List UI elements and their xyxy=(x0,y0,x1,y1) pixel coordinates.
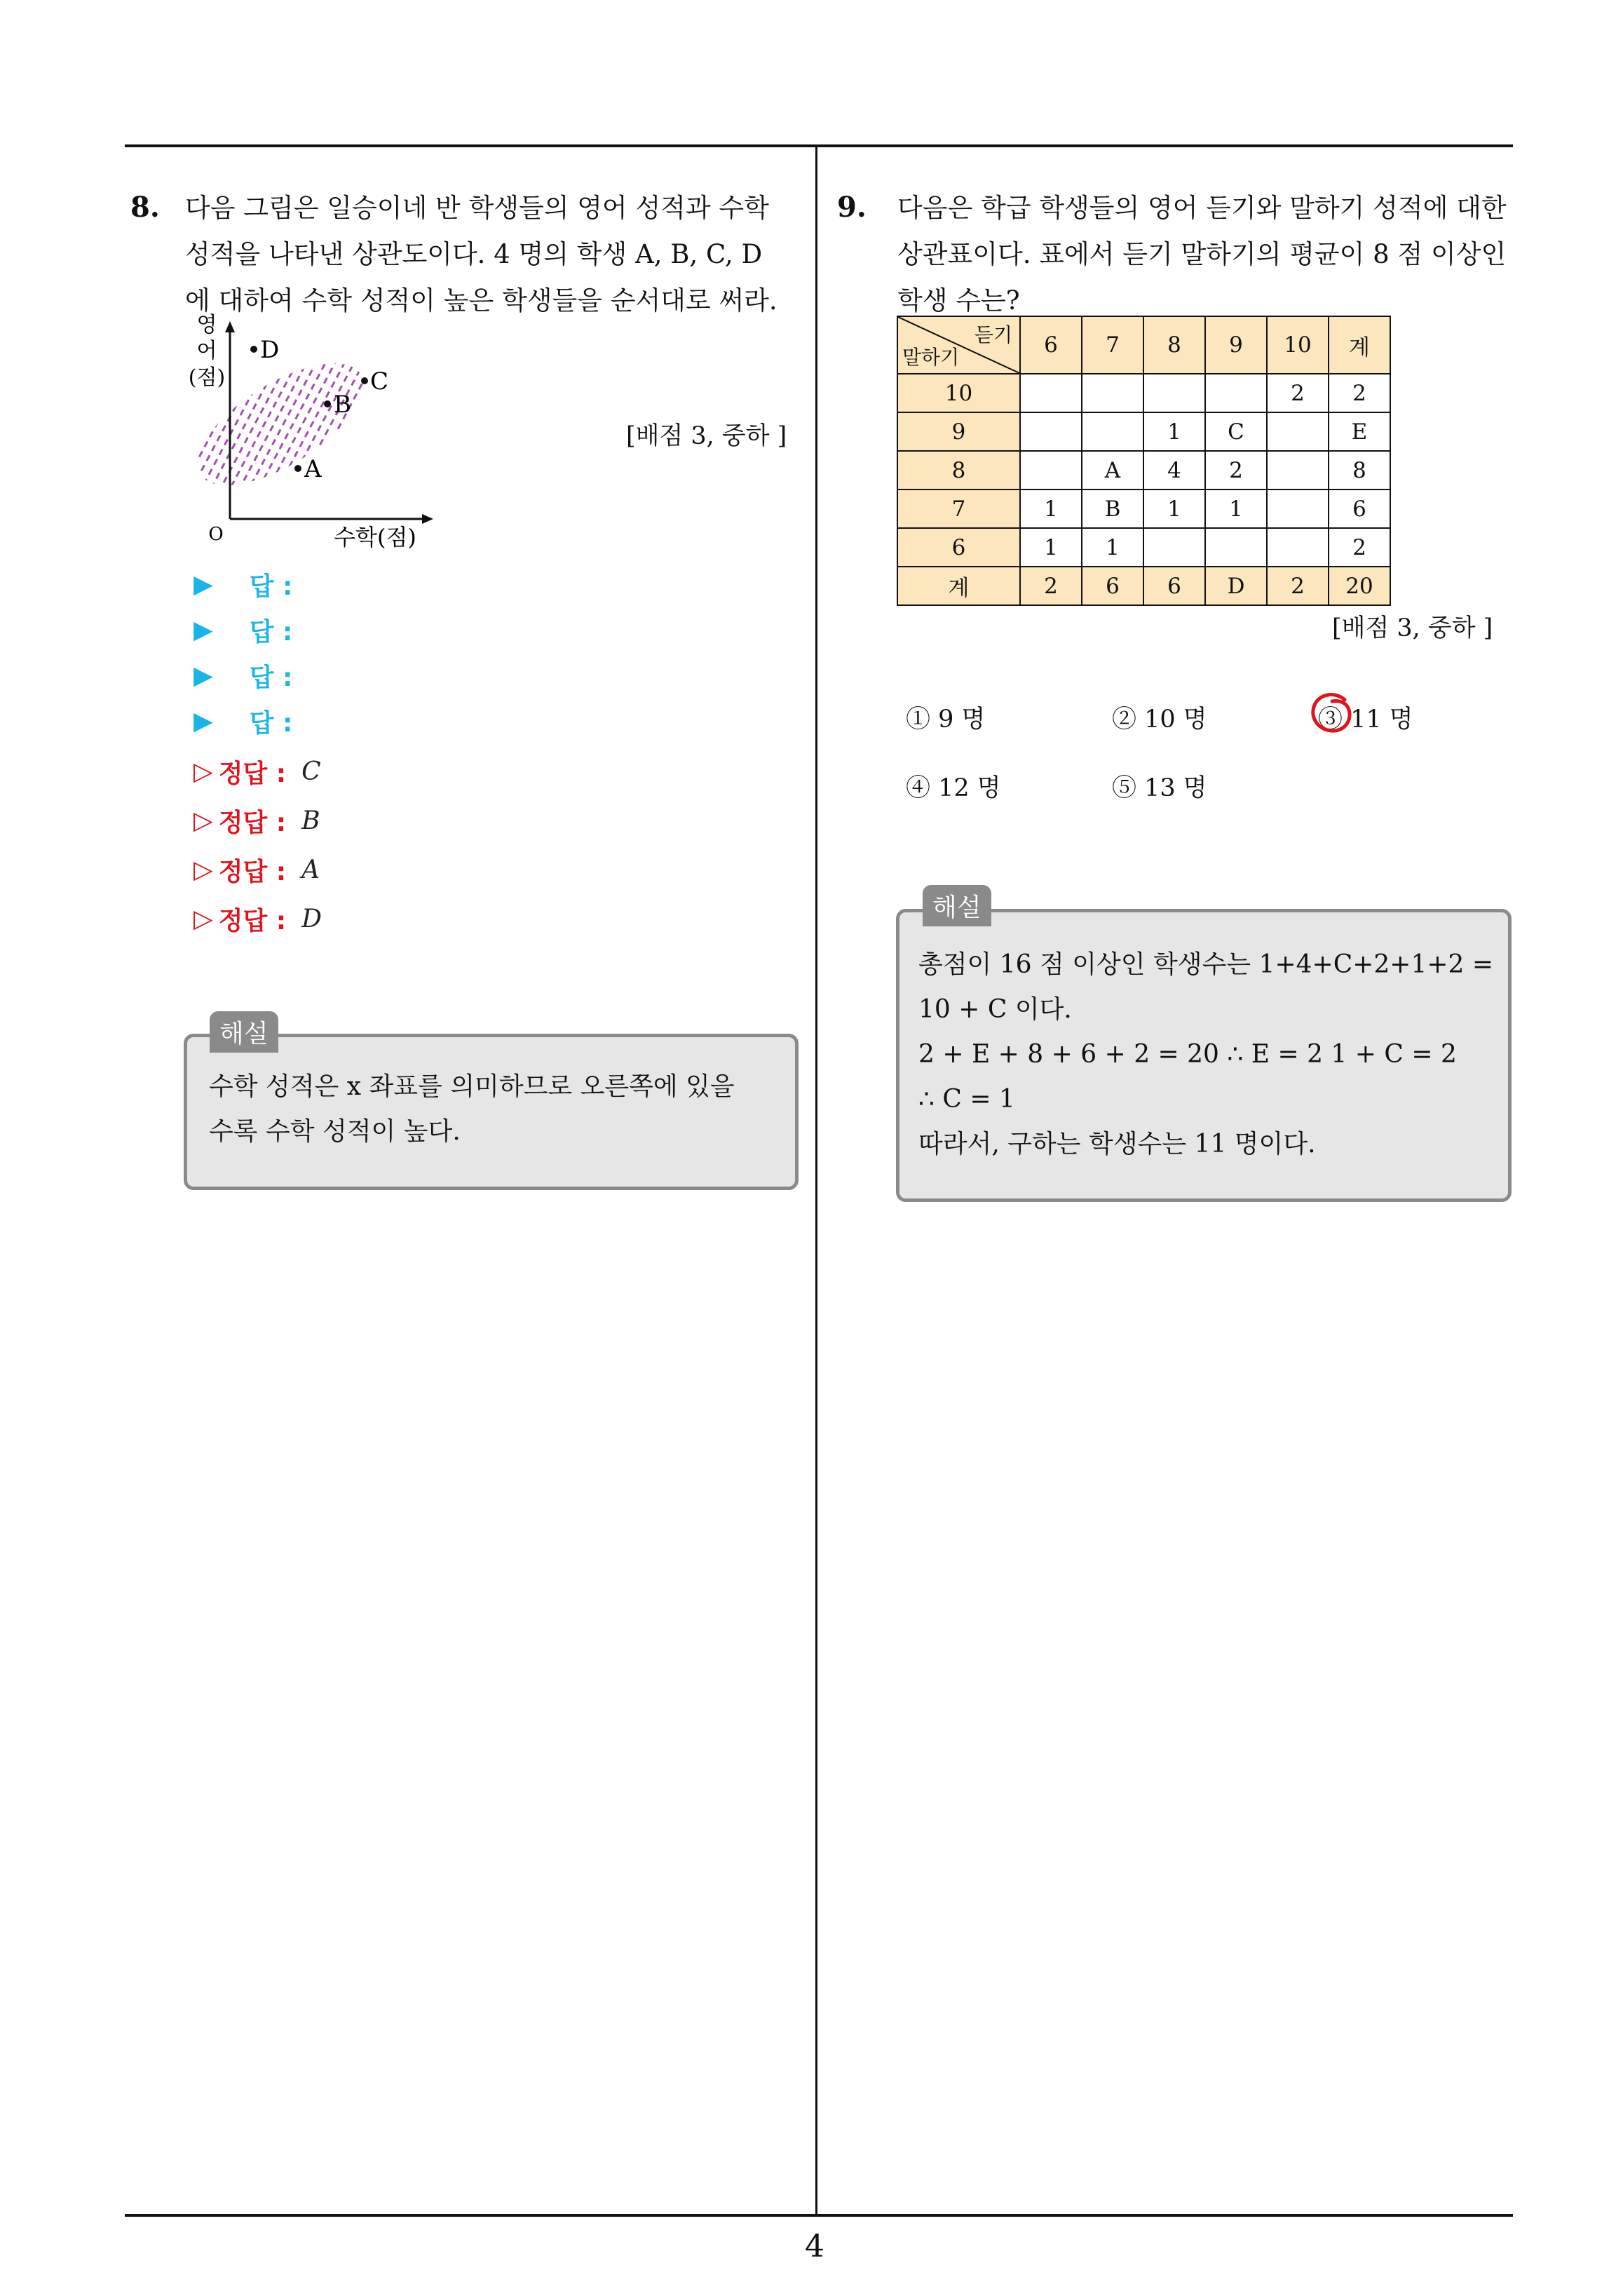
table-cell: 1 xyxy=(1143,489,1205,528)
q9-explanation-line-5: 따라서, 구하는 학생수는 11 명이다. xyxy=(918,1130,1316,1159)
answer-prompt-label: 답 : xyxy=(249,663,293,692)
answer-prompt-label: 답 : xyxy=(249,572,293,601)
q8-line-3: 에 대하여 수학 성적이 높은 학생들을 순서대로 써라. xyxy=(185,285,777,316)
y-axis-arrow xyxy=(225,321,235,332)
q8-scatter-figure xyxy=(175,309,456,561)
q8-correct-answer-2 xyxy=(193,803,320,839)
table-cell: E xyxy=(1329,412,1390,451)
table-cell: 6 xyxy=(1082,567,1143,605)
bottom-rule xyxy=(125,2214,1513,2217)
table-header-row xyxy=(897,316,1390,374)
point-c-label: C xyxy=(370,367,389,396)
correct-answer-value: D xyxy=(301,905,322,933)
point-d-label: D xyxy=(260,336,280,364)
q9-choice-4[interactable]: ④ 12 명 xyxy=(906,774,1001,802)
play-triangle-icon: ▶ xyxy=(193,661,213,690)
table-cell: 20 xyxy=(1329,567,1390,605)
x-axis-arrow xyxy=(422,514,433,524)
table-cell: 2 xyxy=(1329,528,1390,567)
table-cell xyxy=(1205,374,1267,412)
q9-explanation-line-1: 총점이 16 점 이상인 학생수는 1+4+C+2+1+2 = xyxy=(918,950,1494,979)
q9-explanation-line-3: 2 + E + 8 + 6 + 2 = 20 ∴ E = 2 1 + C = 2 xyxy=(918,1040,1457,1069)
page-number: 4 xyxy=(805,2229,824,2264)
q9-choice-2[interactable]: ② 10 명 xyxy=(1112,705,1207,734)
point-b-label: B xyxy=(334,391,351,419)
table-cell: D xyxy=(1205,567,1267,605)
table-cell: B xyxy=(1082,489,1143,528)
table-cell xyxy=(1020,412,1082,451)
q9-correlation-table xyxy=(897,316,1391,606)
point-a-marker xyxy=(294,465,301,472)
table-cell: 6 xyxy=(1329,489,1390,528)
point-a-label: A xyxy=(304,455,322,483)
table-cell xyxy=(1082,412,1143,451)
table-cell: 4 xyxy=(1143,451,1205,489)
table-row xyxy=(897,489,1390,528)
correct-answer-label: 정답 : xyxy=(218,759,287,788)
q8-number: 8. xyxy=(130,191,160,224)
outline-triangle-icon: ▷ xyxy=(193,757,213,786)
table-cell: 2 xyxy=(1020,567,1082,605)
q9-question-text xyxy=(897,185,1514,324)
column-divider xyxy=(815,144,817,2217)
table-cell: 1 xyxy=(1020,489,1082,528)
y-label-char-1: 영 xyxy=(196,313,217,337)
q9-explanation-line-4: ∴ C = 1 xyxy=(918,1085,1015,1114)
table-cell xyxy=(1020,451,1082,489)
q9-line-2: 상관표이다. 표에서 듣기 말하기의 평균이 8 점 이상인 xyxy=(897,239,1507,269)
q9-choice-3[interactable]: ③ 11 명 xyxy=(1318,705,1413,734)
y-label-char-3: (점) xyxy=(188,365,226,390)
answer-prompt-label: 답 : xyxy=(249,618,293,647)
table-total-row xyxy=(897,567,1390,605)
play-triangle-icon: ▶ xyxy=(193,616,213,644)
table-row xyxy=(897,528,1390,567)
column-header: 9 xyxy=(1205,316,1267,374)
table-row xyxy=(897,412,1390,451)
table-cell: 8 xyxy=(1329,451,1390,489)
top-rule xyxy=(125,144,1513,147)
table-cell xyxy=(1267,451,1329,489)
point-c-marker xyxy=(361,377,368,384)
q8-explanation-text xyxy=(209,1065,784,1154)
table-cell xyxy=(1143,528,1205,567)
q8-correct-answer-1 xyxy=(193,754,321,790)
q9-choice-1[interactable]: ① 9 명 xyxy=(906,705,986,734)
q9-explanation-text xyxy=(918,943,1500,1167)
table-cell: 1 xyxy=(1082,528,1143,567)
column-header: 7 xyxy=(1082,316,1143,374)
origin-label: O xyxy=(208,524,224,545)
q9-line-3: 학생 수는? xyxy=(897,285,1020,316)
table-cell: 2 xyxy=(1267,374,1329,412)
row-header: 7 xyxy=(897,489,1020,528)
row-header: 10 xyxy=(897,374,1020,412)
table-cell xyxy=(1143,374,1205,412)
table-row xyxy=(897,451,1390,489)
q8-question-text xyxy=(185,185,802,324)
outline-triangle-icon: ▷ xyxy=(193,806,213,835)
correct-answer-label: 정답 : xyxy=(218,858,287,886)
q8-answer-prompt-1[interactable] xyxy=(193,567,292,602)
row-header: 9 xyxy=(897,412,1020,451)
point-b-marker xyxy=(324,400,331,407)
table-cell: 6 xyxy=(1143,567,1205,605)
column-header: 10 xyxy=(1267,316,1329,374)
q9-explanation-tag: 해설 xyxy=(923,885,991,926)
table-cell: 2 xyxy=(1267,567,1329,605)
correct-answer-label: 정답 : xyxy=(218,907,287,936)
play-triangle-icon: ▶ xyxy=(193,570,213,599)
column-header: 계 xyxy=(1329,316,1390,374)
q8-explanation-line-2: 수록 수학 성적이 높다. xyxy=(209,1117,461,1146)
q9-line-1: 다음은 학급 학생들의 영어 듣기와 말하기 성적에 대한 xyxy=(897,193,1507,223)
q9-explanation-line-2: 10 + C 이다. xyxy=(918,995,1072,1024)
correct-answer-value: A xyxy=(301,856,320,884)
q9-number: 9. xyxy=(837,191,867,224)
table-cell: 1 xyxy=(1143,412,1205,451)
q8-answer-prompt-4[interactable] xyxy=(193,703,292,739)
column-header: 8 xyxy=(1143,316,1205,374)
point-d-marker xyxy=(250,346,257,353)
table-cell: 2 xyxy=(1205,451,1267,489)
answer-circle-mark-icon xyxy=(1308,690,1354,736)
table-cell xyxy=(1267,528,1329,567)
row-header: 6 xyxy=(897,528,1020,567)
q9-choice-5[interactable]: ⑤ 13 명 xyxy=(1112,774,1207,802)
y-label-char-2: 어 xyxy=(196,339,217,363)
q8-correct-answer-3 xyxy=(193,852,320,888)
x-axis-label: 수학(점) xyxy=(334,524,416,551)
table-cell: A xyxy=(1082,451,1143,489)
row-header: 8 xyxy=(897,451,1020,489)
play-triangle-icon: ▶ xyxy=(193,707,213,736)
table-cell xyxy=(1267,489,1329,528)
q9-score: [배점 3, 중하 ] xyxy=(1332,614,1493,642)
table-cell xyxy=(1082,374,1143,412)
outline-triangle-icon: ▷ xyxy=(193,905,213,933)
table-corner-cell xyxy=(897,316,1020,374)
table-cell: 1 xyxy=(1020,528,1082,567)
corner-bottom-label: 말하기 xyxy=(902,346,960,369)
q8-score: [배점 3, 중하 ] xyxy=(626,422,787,450)
corner-top-label: 듣기 xyxy=(974,323,1012,346)
table-cell xyxy=(1267,412,1329,451)
table-cell: 2 xyxy=(1329,374,1390,412)
q8-explanation-line-1: 수학 성적은 x 좌표를 의미하므로 오른쪽에 있을 xyxy=(209,1072,735,1101)
table-cell: 1 xyxy=(1205,489,1267,528)
outline-triangle-icon: ▷ xyxy=(193,856,213,884)
q8-answer-prompt-2[interactable] xyxy=(193,612,292,648)
correct-answer-value: B xyxy=(301,806,320,835)
answer-prompt-label: 답 : xyxy=(249,709,293,738)
q8-correct-answer-4 xyxy=(193,901,322,937)
table-row xyxy=(897,374,1390,412)
table-cell xyxy=(1020,374,1082,412)
correct-answer-value: C xyxy=(301,757,321,786)
row-header: 계 xyxy=(897,567,1020,605)
q8-explanation-tag: 해설 xyxy=(210,1011,278,1053)
column-header: 6 xyxy=(1020,316,1082,374)
q8-line-1: 다음 그림은 일승이네 반 학생들의 영어 성적과 수학 xyxy=(185,193,769,223)
table-cell: C xyxy=(1205,412,1267,451)
correct-answer-label: 정답 : xyxy=(218,809,287,837)
q8-line-2: 성적을 나타낸 상관도이다. 4 명의 학생 A, B, C, D xyxy=(185,239,763,269)
q8-answer-prompt-3[interactable] xyxy=(193,658,292,694)
table-cell xyxy=(1205,528,1267,567)
